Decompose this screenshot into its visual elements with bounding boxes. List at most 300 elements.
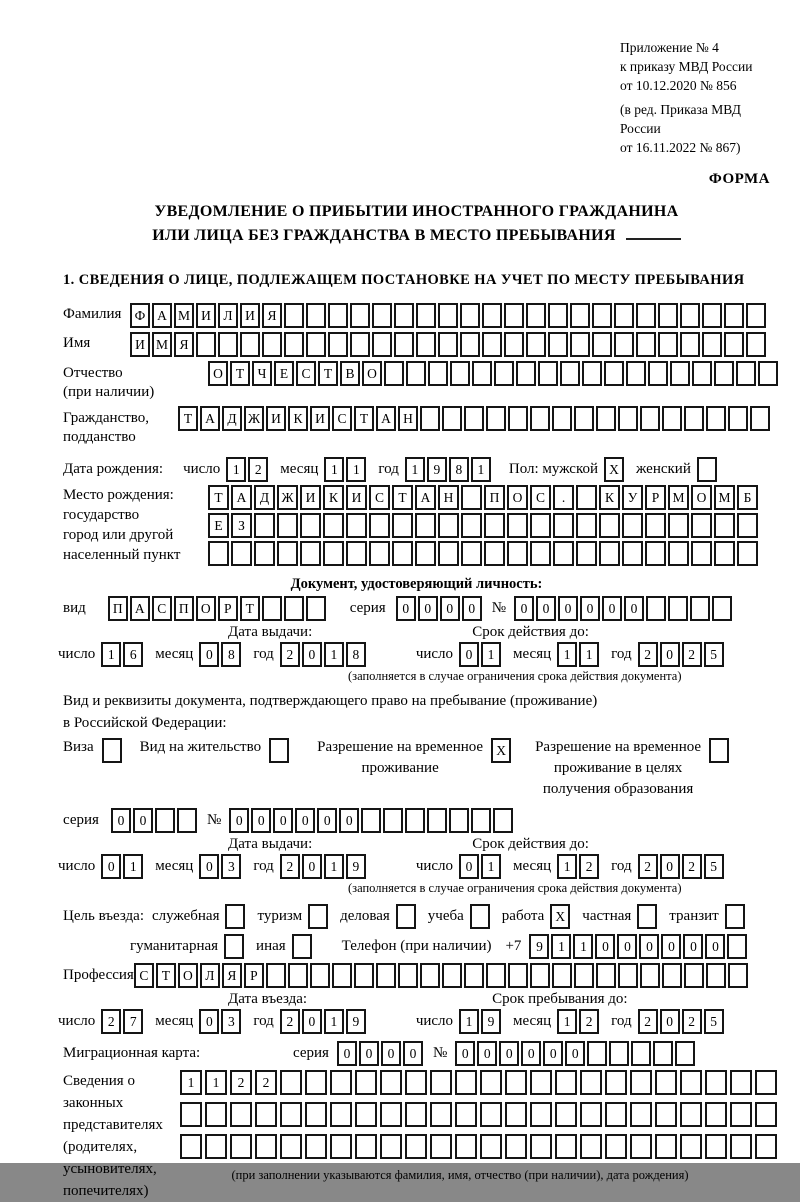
char-cell[interactable]: С (296, 361, 316, 386)
char-cell[interactable]: А (152, 303, 172, 328)
char-cell[interactable] (552, 406, 572, 431)
char-cell[interactable] (614, 332, 634, 357)
char-cell[interactable]: 1 (573, 934, 593, 959)
char-cell[interactable] (369, 541, 390, 566)
char-cell[interactable] (430, 1070, 452, 1095)
char-cell[interactable] (323, 513, 344, 538)
char-cell[interactable] (300, 541, 321, 566)
char-cell[interactable]: С (369, 485, 390, 510)
char-cell[interactable] (180, 1102, 202, 1127)
char-cell[interactable] (680, 1134, 702, 1159)
char-cell[interactable] (306, 332, 326, 357)
char-cell[interactable] (277, 513, 298, 538)
checkbox-cell[interactable] (308, 904, 328, 929)
char-cell[interactable] (648, 361, 668, 386)
char-cell[interactable] (280, 1102, 302, 1127)
char-cell[interactable] (392, 513, 413, 538)
char-cell[interactable] (736, 361, 756, 386)
char-cell[interactable] (383, 808, 403, 833)
char-cell[interactable] (576, 541, 597, 566)
char-cell[interactable] (254, 541, 275, 566)
checkbox-cell[interactable] (709, 738, 729, 763)
char-cell[interactable] (746, 332, 766, 357)
char-cell[interactable] (684, 963, 704, 988)
char-cell[interactable] (392, 541, 413, 566)
checkbox-cell[interactable] (470, 904, 490, 929)
char-cell[interactable] (691, 541, 712, 566)
char-cell[interactable]: 0 (499, 1041, 519, 1066)
char-cell[interactable]: 1 (471, 457, 491, 482)
char-cell[interactable]: 0 (462, 596, 482, 621)
char-cell[interactable] (350, 303, 370, 328)
char-cell[interactable] (205, 1134, 227, 1159)
char-cell[interactable]: 0 (302, 854, 322, 879)
char-cell[interactable] (305, 1134, 327, 1159)
char-cell[interactable] (668, 541, 689, 566)
char-cell[interactable] (480, 1134, 502, 1159)
char-cell[interactable] (208, 541, 229, 566)
char-cell[interactable]: 1 (101, 642, 121, 667)
char-cell[interactable] (288, 963, 308, 988)
char-cell[interactable] (262, 332, 282, 357)
char-cell[interactable]: 0 (133, 808, 153, 833)
char-cell[interactable] (461, 513, 482, 538)
char-cell[interactable] (555, 1102, 577, 1127)
char-cell[interactable] (205, 1102, 227, 1127)
char-cell[interactable] (346, 513, 367, 538)
char-cell[interactable]: 0 (565, 1041, 585, 1066)
char-cell[interactable] (714, 361, 734, 386)
char-cell[interactable] (705, 1134, 727, 1159)
char-cell[interactable] (706, 963, 726, 988)
char-cell[interactable]: 9 (346, 854, 366, 879)
checkbox-cell[interactable] (292, 934, 312, 959)
char-cell[interactable] (240, 332, 260, 357)
char-cell[interactable] (177, 808, 197, 833)
char-cell[interactable]: 1 (123, 854, 143, 879)
char-cell[interactable] (582, 361, 602, 386)
char-cell[interactable]: 0 (403, 1041, 423, 1066)
char-cell[interactable]: 8 (221, 642, 241, 667)
char-cell[interactable]: К (288, 406, 308, 431)
char-cell[interactable]: Т (156, 963, 176, 988)
char-cell[interactable]: 0 (639, 934, 659, 959)
char-cell[interactable] (369, 513, 390, 538)
char-cell[interactable]: К (323, 485, 344, 510)
char-cell[interactable] (420, 963, 440, 988)
char-cell[interactable]: 1 (324, 642, 344, 667)
char-cell[interactable]: Л (200, 963, 220, 988)
char-cell[interactable]: 1 (481, 854, 501, 879)
char-cell[interactable]: В (340, 361, 360, 386)
char-cell[interactable] (350, 332, 370, 357)
char-cell[interactable] (508, 963, 528, 988)
char-cell[interactable]: 1 (459, 1009, 479, 1034)
char-cell[interactable] (596, 963, 616, 988)
char-cell[interactable]: Е (274, 361, 294, 386)
char-cell[interactable] (680, 303, 700, 328)
char-cell[interactable]: Л (218, 303, 238, 328)
char-cell[interactable] (355, 1102, 377, 1127)
char-cell[interactable]: 1 (346, 457, 366, 482)
char-cell[interactable] (580, 1102, 602, 1127)
checkbox-cell[interactable]: X (604, 457, 624, 482)
char-cell[interactable] (631, 1041, 651, 1066)
char-cell[interactable] (486, 963, 506, 988)
char-cell[interactable] (464, 406, 484, 431)
char-cell[interactable]: 2 (248, 457, 268, 482)
char-cell[interactable] (618, 406, 638, 431)
char-cell[interactable] (505, 1134, 527, 1159)
char-cell[interactable] (626, 361, 646, 386)
char-cell[interactable]: Т (392, 485, 413, 510)
char-cell[interactable] (605, 1102, 627, 1127)
char-cell[interactable]: 0 (558, 596, 578, 621)
char-cell[interactable] (570, 332, 590, 357)
char-cell[interactable] (755, 1102, 777, 1127)
char-cell[interactable]: О (507, 485, 528, 510)
char-cell[interactable] (280, 1134, 302, 1159)
char-cell[interactable] (670, 361, 690, 386)
char-cell[interactable] (438, 303, 458, 328)
char-cell[interactable] (323, 541, 344, 566)
char-cell[interactable]: 2 (230, 1070, 252, 1095)
char-cell[interactable] (645, 541, 666, 566)
char-cell[interactable] (640, 406, 660, 431)
char-cell[interactable]: О (691, 485, 712, 510)
char-cell[interactable] (646, 596, 666, 621)
char-cell[interactable] (604, 361, 624, 386)
char-cell[interactable] (330, 1102, 352, 1127)
char-cell[interactable]: 9 (529, 934, 549, 959)
char-cell[interactable] (480, 1070, 502, 1095)
char-cell[interactable]: 9 (427, 457, 447, 482)
char-cell[interactable]: 6 (123, 642, 143, 667)
char-cell[interactable] (714, 541, 735, 566)
char-cell[interactable] (355, 1070, 377, 1095)
char-cell[interactable] (636, 332, 656, 357)
char-cell[interactable]: 0 (660, 642, 680, 667)
char-cell[interactable] (438, 332, 458, 357)
char-cell[interactable] (332, 963, 352, 988)
char-cell[interactable] (724, 303, 744, 328)
char-cell[interactable] (420, 406, 440, 431)
char-cell[interactable] (658, 303, 678, 328)
char-cell[interactable] (668, 513, 689, 538)
char-cell[interactable] (494, 361, 514, 386)
char-cell[interactable] (730, 1070, 752, 1095)
char-cell[interactable]: 9 (346, 1009, 366, 1034)
char-cell[interactable] (354, 963, 374, 988)
char-cell[interactable] (442, 406, 462, 431)
char-cell[interactable]: 0 (595, 934, 615, 959)
char-cell[interactable] (714, 513, 735, 538)
char-cell[interactable] (630, 1070, 652, 1095)
char-cell[interactable] (455, 1070, 477, 1095)
char-cell[interactable] (255, 1102, 277, 1127)
char-cell[interactable] (284, 303, 304, 328)
char-cell[interactable] (471, 808, 491, 833)
char-cell[interactable]: Т (178, 406, 198, 431)
char-cell[interactable] (415, 513, 436, 538)
char-cell[interactable] (668, 596, 688, 621)
char-cell[interactable] (505, 1070, 527, 1095)
char-cell[interactable]: М (714, 485, 735, 510)
char-cell[interactable] (622, 513, 643, 538)
char-cell[interactable]: 2 (682, 642, 702, 667)
char-cell[interactable] (680, 1070, 702, 1095)
char-cell[interactable]: Е (208, 513, 229, 538)
char-cell[interactable] (486, 406, 506, 431)
char-cell[interactable] (737, 541, 758, 566)
char-cell[interactable] (622, 541, 643, 566)
char-cell[interactable]: 0 (602, 596, 622, 621)
char-cell[interactable] (230, 1134, 252, 1159)
char-cell[interactable]: 0 (199, 642, 219, 667)
char-cell[interactable]: 5 (704, 642, 724, 667)
char-cell[interactable] (505, 1102, 527, 1127)
char-cell[interactable] (484, 513, 505, 538)
char-cell[interactable]: И (266, 406, 286, 431)
char-cell[interactable] (464, 963, 484, 988)
char-cell[interactable] (330, 1070, 352, 1095)
char-cell[interactable] (455, 1134, 477, 1159)
char-cell[interactable]: Я (222, 963, 242, 988)
char-cell[interactable]: 0 (101, 854, 121, 879)
char-cell[interactable]: 0 (617, 934, 637, 959)
char-cell[interactable] (690, 596, 710, 621)
char-cell[interactable]: . (553, 485, 574, 510)
char-cell[interactable] (675, 1041, 695, 1066)
char-cell[interactable] (538, 361, 558, 386)
char-cell[interactable]: 5 (704, 1009, 724, 1034)
char-cell[interactable]: Ф (130, 303, 150, 328)
char-cell[interactable]: О (178, 963, 198, 988)
char-cell[interactable] (548, 303, 568, 328)
char-cell[interactable] (655, 1102, 677, 1127)
char-cell[interactable] (755, 1134, 777, 1159)
char-cell[interactable]: 2 (101, 1009, 121, 1034)
char-cell[interactable] (570, 303, 590, 328)
char-cell[interactable] (614, 303, 634, 328)
char-cell[interactable] (428, 361, 448, 386)
char-cell[interactable]: 1 (324, 854, 344, 879)
char-cell[interactable]: 1 (481, 642, 501, 667)
char-cell[interactable]: 0 (536, 596, 556, 621)
char-cell[interactable] (406, 361, 426, 386)
checkbox-cell[interactable] (225, 904, 245, 929)
char-cell[interactable]: К (599, 485, 620, 510)
char-cell[interactable]: З (231, 513, 252, 538)
char-cell[interactable] (231, 541, 252, 566)
char-cell[interactable] (430, 1102, 452, 1127)
checkbox-cell[interactable] (224, 934, 244, 959)
char-cell[interactable]: 3 (221, 854, 241, 879)
char-cell[interactable] (328, 303, 348, 328)
char-cell[interactable] (415, 541, 436, 566)
char-cell[interactable]: 1 (226, 457, 246, 482)
char-cell[interactable] (655, 1134, 677, 1159)
char-cell[interactable] (507, 513, 528, 538)
char-cell[interactable]: 2 (579, 1009, 599, 1034)
char-cell[interactable] (727, 934, 747, 959)
char-cell[interactable] (284, 596, 304, 621)
char-cell[interactable]: 1 (557, 1009, 577, 1034)
char-cell[interactable]: А (130, 596, 150, 621)
char-cell[interactable] (230, 1102, 252, 1127)
char-cell[interactable]: П (174, 596, 194, 621)
char-cell[interactable] (507, 541, 528, 566)
char-cell[interactable] (394, 303, 414, 328)
char-cell[interactable] (680, 332, 700, 357)
char-cell[interactable] (580, 1070, 602, 1095)
char-cell[interactable]: 0 (705, 934, 725, 959)
char-cell[interactable] (218, 332, 238, 357)
char-cell[interactable] (328, 332, 348, 357)
char-cell[interactable] (730, 1102, 752, 1127)
char-cell[interactable]: 1 (324, 1009, 344, 1034)
char-cell[interactable] (394, 332, 414, 357)
char-cell[interactable]: 0 (317, 808, 337, 833)
char-cell[interactable] (574, 963, 594, 988)
char-cell[interactable] (255, 1134, 277, 1159)
char-cell[interactable]: Т (230, 361, 250, 386)
char-cell[interactable]: Ж (277, 485, 298, 510)
char-cell[interactable]: Н (398, 406, 418, 431)
char-cell[interactable] (438, 541, 459, 566)
char-cell[interactable]: С (152, 596, 172, 621)
char-cell[interactable]: М (152, 332, 172, 357)
char-cell[interactable]: 0 (543, 1041, 563, 1066)
char-cell[interactable] (416, 303, 436, 328)
char-cell[interactable] (449, 808, 469, 833)
char-cell[interactable]: 0 (661, 934, 681, 959)
char-cell[interactable]: 5 (704, 854, 724, 879)
char-cell[interactable]: Т (208, 485, 229, 510)
char-cell[interactable] (266, 963, 286, 988)
char-cell[interactable] (530, 1134, 552, 1159)
char-cell[interactable]: 0 (418, 596, 438, 621)
checkbox-cell[interactable] (396, 904, 416, 929)
char-cell[interactable] (662, 963, 682, 988)
char-cell[interactable]: У (622, 485, 643, 510)
char-cell[interactable] (330, 1134, 352, 1159)
char-cell[interactable] (405, 808, 425, 833)
char-cell[interactable] (553, 541, 574, 566)
char-cell[interactable]: 8 (346, 642, 366, 667)
char-cell[interactable] (728, 406, 748, 431)
char-cell[interactable] (196, 332, 216, 357)
char-cell[interactable]: 0 (660, 1009, 680, 1034)
char-cell[interactable] (442, 963, 462, 988)
char-cell[interactable]: 2 (255, 1070, 277, 1095)
char-cell[interactable] (750, 406, 770, 431)
char-cell[interactable] (450, 361, 470, 386)
char-cell[interactable] (262, 596, 282, 621)
char-cell[interactable] (576, 485, 597, 510)
char-cell[interactable] (548, 332, 568, 357)
char-cell[interactable] (361, 808, 381, 833)
char-cell[interactable] (658, 332, 678, 357)
char-cell[interactable]: 0 (199, 854, 219, 879)
char-cell[interactable] (372, 332, 392, 357)
char-cell[interactable] (277, 541, 298, 566)
char-cell[interactable] (305, 1070, 327, 1095)
char-cell[interactable] (702, 303, 722, 328)
char-cell[interactable]: 0 (514, 596, 534, 621)
char-cell[interactable] (580, 1134, 602, 1159)
char-cell[interactable]: 8 (449, 457, 469, 482)
char-cell[interactable]: 1 (579, 642, 599, 667)
char-cell[interactable]: П (484, 485, 505, 510)
char-cell[interactable] (605, 1134, 627, 1159)
char-cell[interactable] (587, 1041, 607, 1066)
char-cell[interactable] (405, 1134, 427, 1159)
char-cell[interactable]: А (231, 485, 252, 510)
char-cell[interactable]: 0 (477, 1041, 497, 1066)
char-cell[interactable] (605, 1070, 627, 1095)
char-cell[interactable] (155, 808, 175, 833)
char-cell[interactable] (592, 332, 612, 357)
char-cell[interactable] (530, 963, 550, 988)
char-cell[interactable]: 0 (624, 596, 644, 621)
char-cell[interactable] (346, 541, 367, 566)
char-cell[interactable]: Я (262, 303, 282, 328)
char-cell[interactable]: 0 (251, 808, 271, 833)
char-cell[interactable] (645, 513, 666, 538)
char-cell[interactable]: 2 (638, 642, 658, 667)
char-cell[interactable] (472, 361, 492, 386)
char-cell[interactable]: 0 (337, 1041, 357, 1066)
char-cell[interactable]: Я (174, 332, 194, 357)
char-cell[interactable] (552, 963, 572, 988)
char-cell[interactable] (746, 303, 766, 328)
char-cell[interactable]: 2 (638, 854, 658, 879)
char-cell[interactable] (461, 485, 482, 510)
char-cell[interactable]: 0 (459, 642, 479, 667)
char-cell[interactable] (636, 303, 656, 328)
char-cell[interactable]: 1 (557, 854, 577, 879)
char-cell[interactable] (380, 1102, 402, 1127)
char-cell[interactable] (706, 406, 726, 431)
char-cell[interactable] (376, 963, 396, 988)
char-cell[interactable]: 2 (682, 854, 702, 879)
char-cell[interactable]: Т (354, 406, 374, 431)
char-cell[interactable] (372, 303, 392, 328)
char-cell[interactable]: 0 (302, 1009, 322, 1034)
char-cell[interactable] (530, 541, 551, 566)
char-cell[interactable] (526, 332, 546, 357)
char-cell[interactable]: 1 (205, 1070, 227, 1095)
char-cell[interactable] (306, 596, 326, 621)
char-cell[interactable]: И (300, 485, 321, 510)
char-cell[interactable] (653, 1041, 673, 1066)
char-cell[interactable] (284, 332, 304, 357)
char-cell[interactable]: 2 (280, 1009, 300, 1034)
char-cell[interactable]: 1 (180, 1070, 202, 1095)
char-cell[interactable]: 1 (324, 457, 344, 482)
checkbox-cell[interactable] (269, 738, 289, 763)
char-cell[interactable]: 1 (557, 642, 577, 667)
char-cell[interactable]: О (208, 361, 228, 386)
char-cell[interactable]: Т (240, 596, 260, 621)
char-cell[interactable] (592, 303, 612, 328)
char-cell[interactable] (530, 406, 550, 431)
char-cell[interactable]: 0 (381, 1041, 401, 1066)
char-cell[interactable] (755, 1070, 777, 1095)
char-cell[interactable] (504, 303, 524, 328)
char-cell[interactable] (300, 513, 321, 538)
